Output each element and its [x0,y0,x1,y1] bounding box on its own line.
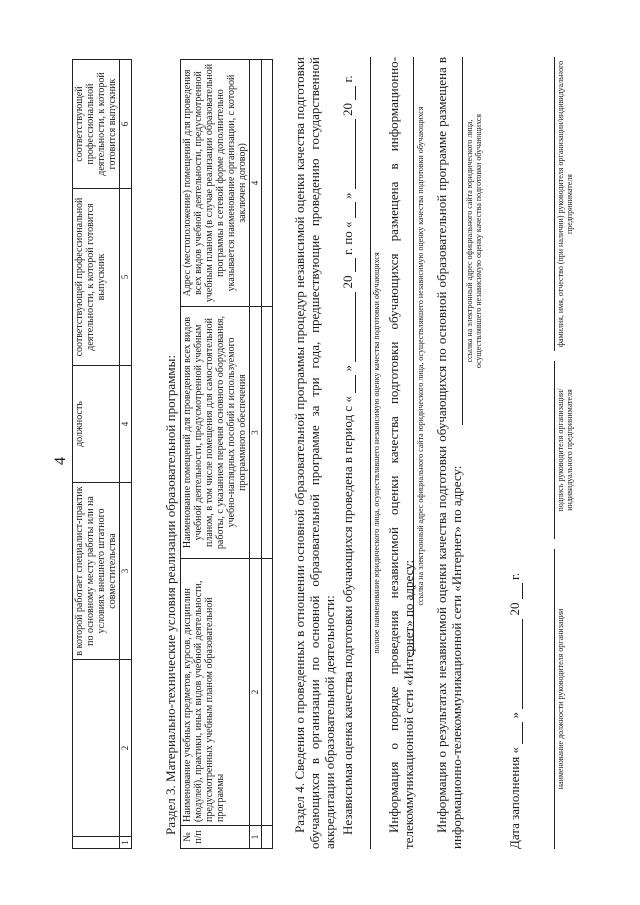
staff-num-6: 6 [120,60,132,189]
results-url-caption-1: ссылка на электронный адрес официального сайта юридического лица, [465,119,474,363]
fill-date-line [507,573,523,849]
facilities-table-row [262,60,273,849]
staff-table-header [73,60,120,849]
section4-title: Раздел 4. Сведения о проведенных в отношении основной образовательной программы процедур независимой оценки качества подготовки обучающихся в организации по основной образовательной программе за три года, предшествующие проведению государственной аккредитации образовательной деятельности: [292,57,337,849]
staff-num-2: 2 [120,660,132,837]
assessor-name-field[interactable] [360,57,371,849]
full-name-caption: фамилия, имя, отчество (при наличии) руководителя организации/индивидуального предпринимателя [556,60,574,348]
fill-date-year: 20 [507,602,522,616]
fill-date-quote: » [507,711,522,719]
staff-num-5: 5 [120,189,132,366]
staff-table [72,59,132,849]
staff-col-2 [73,660,120,837]
results-url-caption-2: осуществлявшего независимую оценку качества подготовки обучающихся [474,113,483,369]
period-label: Независимая оценка качества подготовки обучающихся проведена в период с « [340,396,355,835]
facilities-col-3: Наименование помещений для проведения всех видов учебной деятельности, предусмотренной учебным планом, в том числе помещения для самостоятельной работы, с указанием перечня основного оборудования, учебно-наглядных пособий и используемого программного обеспечения [181,307,250,559]
facilities-table [180,59,273,849]
fill-date-month-field[interactable] [510,619,523,709]
facilities-col-1: № п/п [181,826,250,849]
facilities-col-2: Наименование учебных предметов, курсов, дисциплин (модулей), практики, иных видов учебной деятельности, предусмотренных учебным планом образовательной программы [181,559,250,826]
page-number: 4 [52,457,69,465]
assessor-name-caption: полное наименование юридического лица, осуществлявшего независимую оценку качества подготовки обучающихся [372,252,381,654]
position-signature-line[interactable] [552,549,555,849]
signature-line[interactable] [552,361,555,539]
fill-date-label: Дата заполнения « [507,746,522,849]
fill-date-year-field[interactable] [510,583,523,599]
procedure-url-caption: ссылка на электронный адрес официального сайта юридического лица, осуществлявшего независимую оценку качества подготовки обучающихся [416,106,425,606]
staff-col-1 [73,837,120,849]
position-caption: наименование должности руководителя организации [556,608,565,790]
results-info: Информация о результатах независимой оценки качества подготовки обучающихся по основной образовательной программе размещена в информационно-телекоммуникационной сети «Интернет» по адресу: [434,57,464,849]
period-year-2: 20 [340,102,355,116]
results-url-field[interactable] [452,57,463,425]
facilities-cell [262,559,273,826]
assessment-period-line [340,75,356,835]
staff-num-4: 4 [120,366,132,483]
facilities-num-1: 1 [250,826,262,849]
facilities-cell [262,60,273,307]
staff-num-1: 1 [120,837,132,849]
facilities-num-3: 3 [250,307,262,559]
period-to: г. по « [340,221,355,256]
facilities-table-numbers [250,60,262,849]
period-quote-2: » [340,192,355,199]
procedure-info: Информация о порядке проведения независимой оценки качества подготовки обучающихся размещена в информационно-телекоммуникационной сети «Интернет» по адресу: [386,57,416,849]
period-quote-1: » [340,365,355,372]
fill-date-g: г. [507,572,522,580]
facilities-cell [262,307,273,559]
period-g: г. [340,75,355,83]
facilities-num-2: 2 [250,559,262,826]
full-name-line[interactable] [552,57,555,351]
staff-col-3: в которой работает специалист-практик по основному месту работы или на условиях внешнего штатного совместительства [73,483,120,660]
staff-col-4: должность [73,366,120,483]
staff-col-6: соответствующей профессиональной деятельности, к которой готовится выпускник [73,60,120,189]
facilities-table-header [181,60,250,849]
facilities-col-4: Адрес (местоположение) помещений для проведения всех видов учебной деятельности, предусмотренной учебным планом (в случае реализации образовательной программы в сетевой форме дополнительно указывается наименование организации, с которой заключен договор) [181,60,250,307]
staff-table-numbers [120,60,132,849]
fill-date-day-field[interactable] [510,722,523,744]
staff-col-5: соответствующей профессиональной деятельности, к которой готовится выпускник [73,189,120,366]
section3-title: Раздел 3. Материально-технические условия реализации образовательной программы: [163,355,178,835]
facilities-cell [262,826,273,849]
procedure-url-field[interactable] [403,57,414,655]
signature-caption: подпись руководителя организации/ индивидуального предпринимателя [556,388,574,512]
staff-num-3: 3 [120,483,132,660]
facilities-num-4: 4 [250,60,262,307]
period-year-1: 20 [340,275,355,289]
